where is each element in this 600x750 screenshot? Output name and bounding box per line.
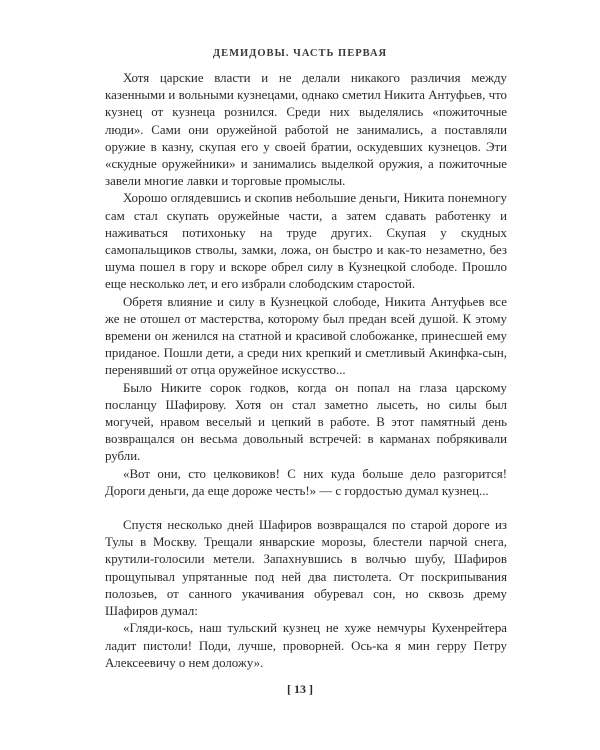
paragraph: «Вот они, сто целковиков! С них куда больше дело разгорится! Дороги деньги, да еще дороже честь!» — с гордостью думал кузнец...: [105, 466, 507, 498]
running-head: ДЕМИДОВЫ. ЧАСТЬ ПЕРВАЯ: [212, 48, 388, 59]
body-text: [105, 70, 507, 672]
paragraph: Спустя несколько дней Шафиров возвращался по старой дороге из Тулы в Москву. Трещали январские морозы, блестели парчой снега, крутили-голосили метели. Запахнувшись в волчью шубу, Шафиров прощупывал упрятанные под ней два пистолета. От поскрипывания полозьев, от санного укачивания обуревал сон, но сквозь дрему Шафиров думал:: [105, 518, 507, 619]
paragraph: Хорошо оглядевшись и скопив небольшие деньги, Никита понемногу сам стал скупать оружейные части, а затем сдавать работенку и наживаться потихоньку на труде других. Скупая у скудных самопальщиков стволы, замки, ложа, он быстро и как-то незаметно, без шума пошел в гору и вскоре обрел силу в Кузнецкой слободе. Прошло еще несколько лет, и его избрали слободским старостой.: [105, 191, 507, 292]
paragraph: Обретя влияние и силу в Кузнецкой слободе, Никита Антуфьев все же не отошел от мастерства, которому был предан всей душой. К этому времени он женился на статной и красивой слобожанке, принесшей ему приданое. Пошли дети, а среди них крепкий и сметливый Акинфка-сын, перенявший от отца оружейное искусство...: [105, 294, 507, 378]
page-number: [ 13 ]: [287, 682, 313, 696]
paragraph: Хотя царские власти и не делали никакого различия между казенными и вольными кузнецами, однако сметил Никита Антуфьев, что кузнец от кузнеца рознился. Среди них выделялись «пожиточные люди». Сами они оружейной работой не занимались, а поставляли оружие в казну, скупая его у своей братии, оскудевших кузнецов. Эти «скудные оружейники» и занимались выделкой оружия, а пожиточные завели многие лавки и торговые промыслы.: [105, 71, 507, 189]
paragraph: Было Никите сорок годков, когда он попал на глаза царскому посланцу Шафирову. Хотя он стал заметно лысеть, но силы был могучей, нравом веселый и цепкий в работе. В этот памятный день возвращался он весьма довольный встречей: в карманах побрякивали рубли.: [105, 380, 507, 464]
paragraph: «Гляди-кось, наш тульский кузнец не хуже немчуры Кухенрейтера ладит пистоли! Поди, лучше, проворней. Ось-ка я мин герру Петру Алексеевичу о нем доложу».: [105, 621, 507, 670]
